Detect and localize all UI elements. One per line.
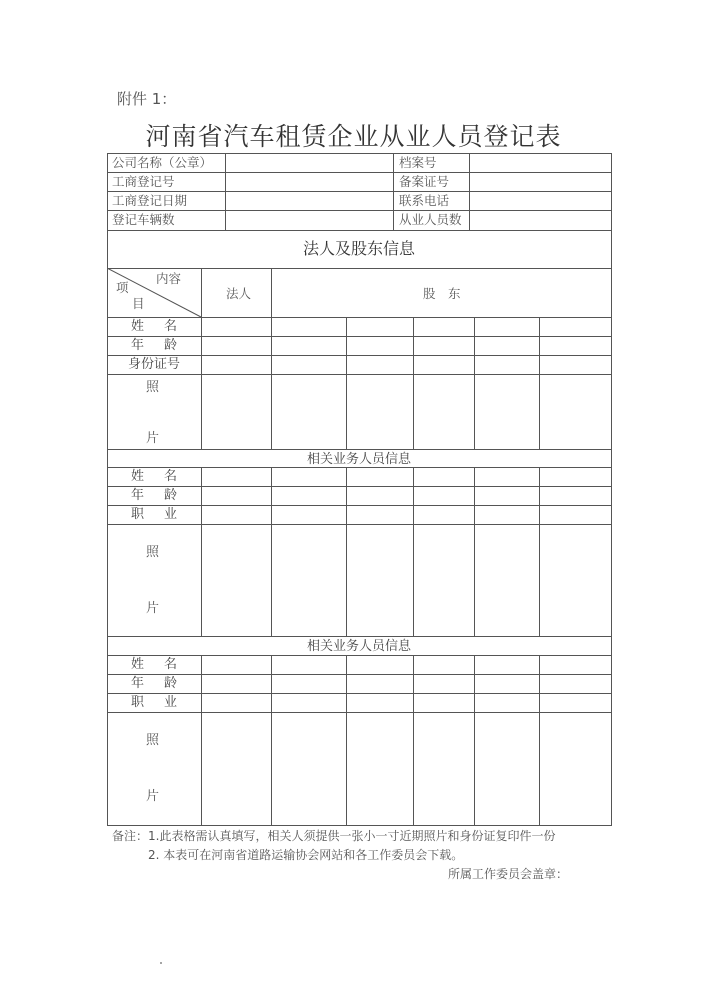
row-divider — [107, 524, 612, 525]
age-row-label: 年 龄 — [131, 338, 177, 353]
position-row-label: 职 业 — [131, 695, 177, 710]
photo-row-label: 片 — [146, 789, 160, 804]
name-row-label: 姓 名 — [131, 657, 177, 672]
staff-section-title: 相关业务人员信息 — [306, 639, 411, 654]
column-divider — [346, 655, 347, 826]
column-divider — [474, 317, 475, 450]
business-reg-no-label: 工商登记号 — [112, 174, 175, 189]
attachment-label: 附件 1： — [117, 90, 177, 108]
row-divider — [107, 693, 612, 694]
business-reg-date-field[interactable] — [226, 192, 393, 210]
column-divider — [271, 655, 272, 826]
column-divider — [539, 317, 540, 450]
registered-vehicles-field[interactable] — [226, 211, 393, 230]
position-row-label: 职 业 — [131, 507, 177, 522]
column-divider — [393, 153, 394, 231]
row-divider — [107, 355, 612, 356]
staff-count-label: 从业人员数 — [399, 212, 462, 227]
footnote-2: 2. 本表可在河南省道路运输协会网站和各工作委员会下载。 — [148, 848, 464, 862]
record-cert-no-label: 备案证号 — [399, 174, 450, 189]
header-item-label: 目 — [132, 296, 145, 311]
business-reg-no-field[interactable] — [226, 173, 393, 191]
column-divider — [474, 467, 475, 637]
row-divider — [107, 230, 612, 231]
table-border-right — [611, 153, 612, 826]
business-reg-date-label: 工商登记日期 — [112, 193, 188, 208]
column-divider — [539, 655, 540, 826]
column-divider — [271, 467, 272, 637]
staff-count-field[interactable] — [470, 211, 611, 230]
age-row-label: 年 龄 — [131, 488, 177, 503]
row-divider — [107, 655, 612, 656]
company-name-label: 公司名称（公章） — [112, 155, 213, 170]
row-divider — [107, 449, 612, 450]
staff-section-title: 相关业务人员信息 — [306, 452, 411, 467]
footnote-1: 备注：1.此表格需认真填写，相关人须提供一张小一寸近期照片和身份证复印件一份 — [112, 829, 556, 843]
row-divider — [107, 467, 612, 468]
scan-speck — [160, 962, 162, 964]
column-divider — [474, 655, 475, 826]
registered-vehicles-label: 登记车辆数 — [112, 212, 175, 227]
column-divider — [413, 317, 414, 450]
column-divider — [346, 467, 347, 637]
id-number-row-label: 身份证号 — [127, 357, 180, 372]
photo-row-label: 片 — [146, 431, 160, 446]
column-divider — [413, 655, 414, 826]
photo-row-label: 照 — [146, 545, 160, 560]
column-divider — [201, 655, 202, 826]
column-divider — [413, 467, 414, 637]
column-divider — [346, 317, 347, 450]
phone-label: 联系电话 — [399, 193, 450, 208]
header-content-label: 内容 — [156, 271, 182, 286]
photo-row-label: 照 — [146, 733, 160, 748]
phone-field[interactable] — [470, 192, 611, 210]
photo-row-label: 照 — [146, 380, 160, 395]
legal-person-column-label: 法人 — [226, 286, 252, 301]
column-divider — [201, 467, 202, 637]
row-divider — [107, 336, 612, 337]
shareholders-column-label: 股 东 — [423, 286, 461, 301]
seal-label: 所属工作委员会盖章： — [448, 867, 569, 881]
record-cert-no-field[interactable] — [470, 173, 611, 191]
photo-row-label: 片 — [146, 601, 160, 616]
row-divider — [107, 374, 612, 375]
legal-section-title: 法人及股东信息 — [302, 239, 415, 258]
row-divider — [107, 712, 612, 713]
file-no-field[interactable] — [470, 154, 611, 172]
header-item-label: 项 — [116, 280, 129, 295]
row-divider — [107, 674, 612, 675]
column-divider — [271, 268, 272, 450]
form-title: 河南省汽车租赁企业从业人员登记表 — [145, 122, 562, 151]
row-divider — [107, 505, 612, 506]
row-divider — [107, 636, 612, 637]
name-row-label: 姓 名 — [131, 469, 177, 484]
table-border-bottom — [107, 825, 612, 826]
company-name-field[interactable] — [226, 154, 393, 172]
row-divider — [107, 486, 612, 487]
name-row-label: 姓 名 — [131, 319, 177, 334]
file-no-label: 档案号 — [399, 155, 437, 170]
age-row-label: 年 龄 — [131, 676, 177, 691]
column-divider — [539, 467, 540, 637]
